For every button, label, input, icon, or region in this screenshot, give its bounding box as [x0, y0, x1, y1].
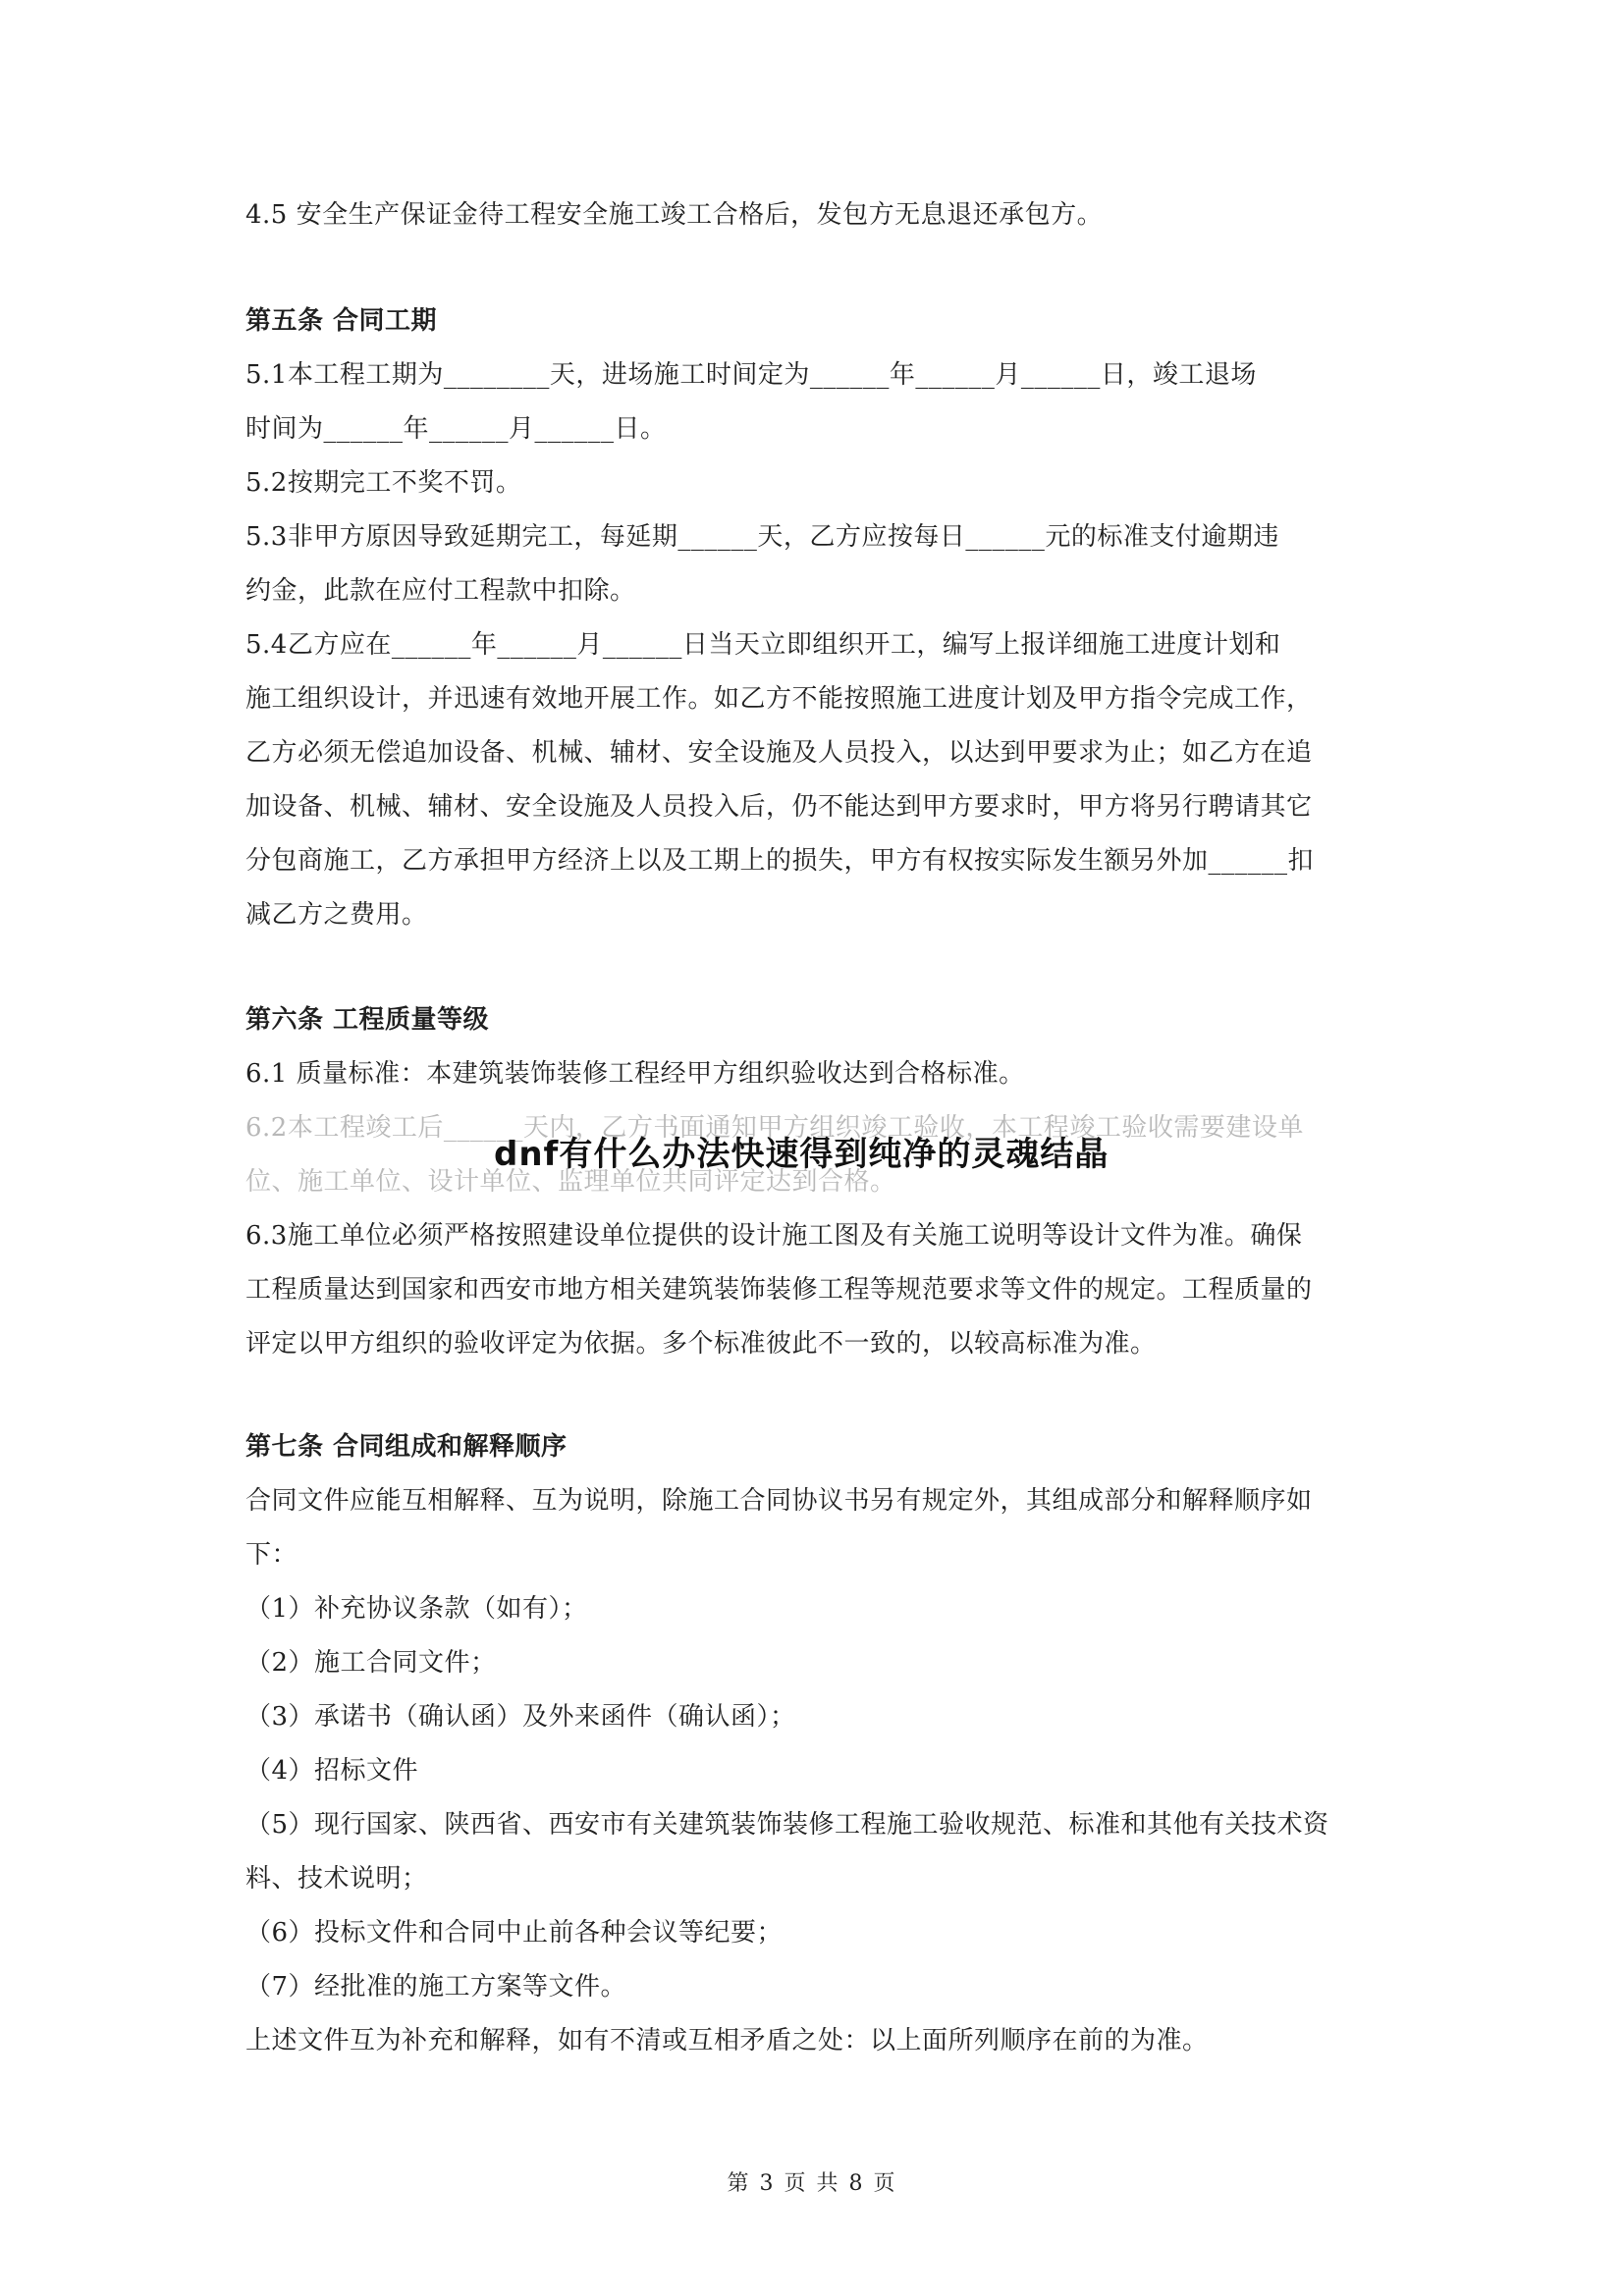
clause-5-4-line5: 分包商施工，乙方承担甲方经济上以及工期上的损失，甲方有权按实际发生额另外加______扣 [245, 846, 1315, 876]
clause-6-2-cont: 位、施工单位、设计单位、监理单位共同评定达到合格。 [245, 1167, 896, 1197]
section-heading-5: 第五条 合同工期 [245, 306, 438, 336]
clause-5-2: 5.2按期完工不奖不罚。 [245, 468, 522, 498]
clause-7-intro-cont: 下： [245, 1540, 298, 1570]
clause-6-2: 6.2本工程竣工后______天内，乙方书面通知甲方组织竣工验收，本工程竣工验收需要建设单 [245, 1113, 1304, 1143]
section-heading-7: 第七条 合同组成和解释顺序 [245, 1432, 568, 1462]
list-item-1: （1）补充协议条款（如有）； [245, 1594, 588, 1624]
list-item-5: （5）现行国家、陕西省、西安市有关建筑装饰装修工程施工验收规范、标准和其他有关技术资 [245, 1810, 1329, 1840]
clause-5-4-line2: 施工组织设计，并迅速有效地开展工作。如乙方不能按照施工进度计划及甲方指令完成工作， [245, 684, 1313, 714]
clause-4-5: 4.5 安全生产保证金待工程安全施工竣工合格后，发包方无息退还承包方。 [245, 200, 1104, 230]
clause-6-1: 6.1 质量标准：本建筑装饰装修工程经甲方组织验收达到合格标准。 [245, 1059, 1025, 1089]
list-item-4: （4）招标文件 [245, 1756, 419, 1786]
clause-5-3: 5.3非甲方原因导致延期完工，每延期______天，乙方应按每日______元的标准支付逾期违 [245, 522, 1279, 552]
list-item-6: （6）投标文件和合同中止前各种会议等纪要； [245, 1918, 784, 1948]
clause-7-intro: 合同文件应能互相解释、互为说明，除施工合同协议书另有规定外，其组成部分和解释顺序如 [245, 1486, 1313, 1516]
section-heading-6: 第六条 工程质量等级 [245, 1005, 490, 1035]
clause-6-3: 6.3施工单位必须严格按照建设单位提供的设计施工图及有关施工说明等设计文件为准。确保 [245, 1221, 1303, 1251]
list-item-2: （2）施工合同文件； [245, 1648, 497, 1678]
clause-6-3-line3: 评定以甲方组织的验收评定为依据。多个标准彼此不一致的，以较高标准为准。 [245, 1329, 1157, 1359]
clause-5-3-cont: 约金，此款在应付工程款中扣除。 [245, 576, 636, 606]
clause-5-1: 5.1本工程工期为________天，进场施工时间定为______年______月______日，竣工退场 [245, 360, 1257, 390]
clause-6-3-line2: 工程质量达到国家和西安市地方相关建筑装饰装修工程等规范要求等文件的规定。工程质量的 [245, 1275, 1313, 1305]
clause-5-4-line6: 减乙方之费用。 [245, 900, 428, 930]
page-footer: 第 3 页 共 8 页 [727, 2171, 897, 2196]
clause-5-4-line3: 乙方必须无偿追加设备、机械、辅材、安全设施及人员投入，以达到甲要求为止；如乙方在追 [245, 738, 1313, 768]
list-item-5-cont: 料、技术说明； [245, 1864, 428, 1894]
list-item-7: （7）经批准的施工方案等文件。 [245, 1972, 627, 2002]
clause-5-4: 5.4乙方应在______年______月______日当天立即组织开工，编写上报详细施工进度计划和 [245, 630, 1281, 660]
list-item-3: （3）承诺书（确认函）及外来函件（确认函）； [245, 1702, 796, 1732]
clause-5-1-cont: 时间为______年______月______日。 [245, 414, 667, 444]
clause-7-closing: 上述文件互为补充和解释，如有不清或互相矛盾之处：以上面所列顺序在前的为准。 [245, 2026, 1209, 2056]
overlay-title: dnf有什么办法快速得到纯净的灵魂结晶 [494, 1135, 1110, 1174]
clause-5-4-line4: 加设备、机械、辅材、安全设施及人员投入后，仍不能达到甲方要求时，甲方将另行聘请其它 [245, 792, 1313, 822]
